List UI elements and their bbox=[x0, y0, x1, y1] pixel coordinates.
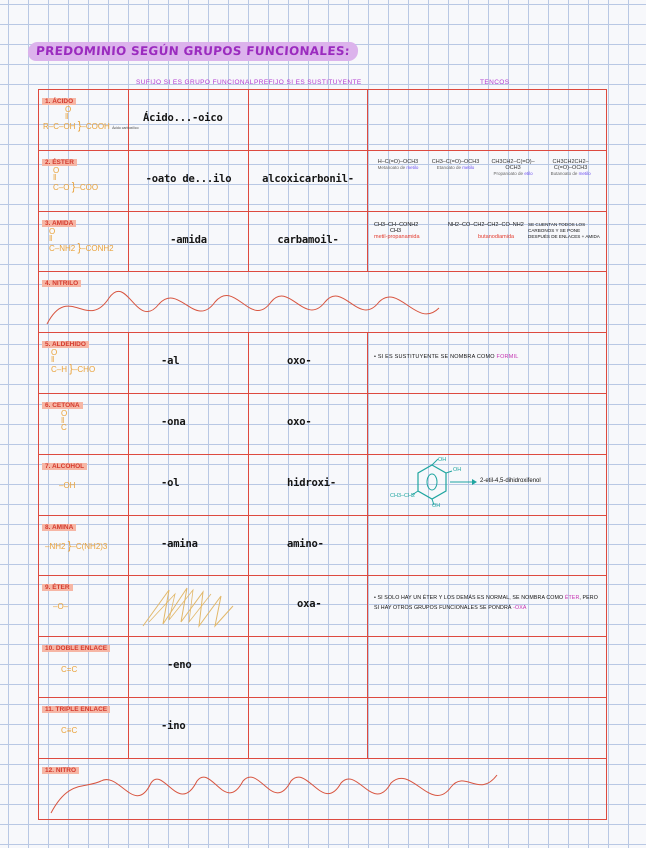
sufijo-cell bbox=[129, 211, 249, 272]
example-cell bbox=[368, 333, 607, 394]
oh-label: OH bbox=[453, 466, 462, 473]
table-row bbox=[39, 211, 607, 272]
sufijo-text: -ol bbox=[161, 476, 180, 489]
sufijo-cell bbox=[129, 150, 249, 211]
group-name: 12. NITRO bbox=[42, 767, 79, 774]
molecule-example: H–C(=O)–OCH3 Metanoato de metilo bbox=[377, 158, 419, 170]
example-cell bbox=[368, 637, 607, 698]
table-row bbox=[39, 393, 607, 454]
sufijo-text: -al bbox=[161, 355, 180, 368]
scribble-mark bbox=[129, 576, 249, 636]
sufijo-cell bbox=[129, 637, 249, 698]
crossed-out-row bbox=[39, 758, 607, 819]
phenol-structure bbox=[368, 455, 607, 515]
group-cell bbox=[39, 333, 129, 394]
group-name: 6. CETONA bbox=[42, 402, 83, 409]
prefijo-text: oxa- bbox=[297, 598, 322, 611]
column-header-prefijo: PREFIJO SI ES SUSTITUYENTE bbox=[254, 79, 362, 86]
table-row bbox=[39, 150, 607, 211]
table-row bbox=[39, 454, 607, 515]
group-cell bbox=[39, 150, 129, 211]
table-row bbox=[39, 637, 607, 698]
amida-example-1: CH3–CH–CONH2 CH3 metil-propanamida bbox=[374, 221, 420, 240]
prefijo-cell bbox=[249, 211, 368, 272]
table-row bbox=[39, 697, 607, 758]
crossed-out-row bbox=[39, 272, 607, 333]
prefijo-text: alcoxicarbonil- bbox=[262, 172, 354, 185]
group-cell bbox=[39, 393, 129, 454]
group-formula: –NH2 }–C(NH2)3 bbox=[45, 539, 108, 552]
group-formula: –O– bbox=[53, 602, 69, 612]
sufijo-cell bbox=[129, 90, 249, 151]
prefijo-text: amino- bbox=[287, 537, 324, 550]
sufijo-text: -oato de...ilo bbox=[145, 172, 232, 185]
group-name: 8. AMINA bbox=[42, 524, 76, 531]
group-cell bbox=[39, 637, 129, 698]
amida-example-2: NH2–CO–CH2–CH2–CO–NH2 butanodiamida bbox=[448, 221, 524, 240]
table-row bbox=[39, 90, 607, 151]
scribble-line bbox=[39, 272, 459, 332]
group-formula: O ‖ C–NH2 }–CONH2 bbox=[49, 226, 114, 254]
sufijo-cell bbox=[129, 333, 249, 394]
scribble-line bbox=[39, 759, 509, 819]
prefijo-cell bbox=[249, 393, 368, 454]
sufijo-text: -ino bbox=[161, 719, 186, 732]
group-name: 9. ÉTER bbox=[42, 584, 73, 591]
sufijo-cell bbox=[129, 393, 249, 454]
example-cell bbox=[368, 211, 607, 272]
sufijo-text: -eno bbox=[167, 659, 192, 672]
group-formula: –OH bbox=[59, 480, 76, 490]
column-header-ejemplos: TENCOS bbox=[480, 79, 510, 86]
group-cell bbox=[39, 576, 129, 637]
table-row bbox=[39, 758, 607, 819]
group-cell bbox=[39, 697, 129, 758]
group-name: 2. ÉSTER bbox=[42, 159, 77, 166]
prefijo-cell bbox=[249, 90, 368, 151]
column-header-sufijo: SUFIJO SI ES GRUPO FUNCIONAL bbox=[136, 79, 254, 86]
prefijo-text: oxo- bbox=[287, 355, 312, 368]
group-cell bbox=[39, 211, 129, 272]
group-name: 3. AMIDA bbox=[42, 220, 76, 227]
example-cell bbox=[368, 576, 607, 637]
prefijo-cell bbox=[249, 150, 368, 211]
sufijo-cell bbox=[129, 576, 249, 637]
group-name: 4. NITRILO bbox=[42, 280, 81, 287]
prefijo-cell bbox=[249, 576, 368, 637]
prefijo-cell bbox=[249, 697, 368, 758]
group-cell bbox=[39, 515, 129, 576]
prefijo-cell bbox=[249, 333, 368, 394]
amida-note: SE CUENTAN TODOS LOS CARBONOS Y SE PONE DESPUÉS DE ENLACES + AMIDA bbox=[528, 221, 600, 239]
sufijo-text: Ácido...-oico bbox=[143, 112, 223, 124]
molecule-example: CH3CH2–C(=O)–OCH3 Propanoato de etilo bbox=[491, 158, 535, 176]
functional-groups-table bbox=[38, 89, 607, 820]
compound-name: 2-etil-4,5-dihidroxifenol bbox=[480, 477, 541, 484]
prefijo-text: hidroxi- bbox=[287, 476, 336, 489]
table-row bbox=[39, 576, 607, 637]
group-name: 10. DOBLE ENLACE bbox=[42, 645, 110, 652]
oh-label: OH bbox=[432, 502, 441, 509]
group-formula: C≡C bbox=[61, 725, 78, 735]
group-formula: C=C bbox=[61, 665, 78, 675]
ester-examples bbox=[372, 159, 601, 176]
prefijo-cell bbox=[249, 454, 368, 515]
prefijo-text: oxo- bbox=[287, 415, 312, 428]
table-row bbox=[39, 272, 607, 333]
prefijo-cell bbox=[249, 637, 368, 698]
group-cell bbox=[39, 90, 139, 151]
molecule-example: CH3–C(=O)–OCH3 Etanoato de metilo bbox=[431, 158, 480, 170]
group-formula: O ‖ C–H }–CHO bbox=[51, 348, 96, 376]
sufijo-cell bbox=[129, 697, 249, 758]
example-cell bbox=[368, 150, 607, 211]
ethyl-label: CH3–CH2 bbox=[390, 492, 416, 499]
group-name: 1. ÁCIDO bbox=[42, 98, 76, 105]
prefijo-cell bbox=[249, 515, 368, 576]
aldehido-note: • SI ES SUSTITUYENTE SE NOMBRA COMO FORMIL bbox=[374, 354, 519, 361]
prefijo-text: carbamoil- bbox=[277, 233, 339, 246]
table-row bbox=[39, 515, 607, 576]
group-formula: O ‖ R–C–OH }–COOH Ácido carboxílico bbox=[43, 105, 139, 132]
example-cell bbox=[368, 454, 607, 515]
table-row bbox=[39, 333, 607, 394]
group-formula: O ‖ C–O }–COO bbox=[53, 165, 99, 193]
group-name: 11. TRIPLE ENLACE bbox=[42, 706, 110, 713]
oh-label: OH bbox=[438, 456, 447, 463]
group-name: 7. ALCOHOL bbox=[42, 463, 87, 470]
sufijo-text: -amina bbox=[161, 537, 198, 550]
group-cell bbox=[39, 454, 129, 515]
molecule-example: CH3CH2CH2–C(=O)–OCH3 Butanoato de metilo bbox=[550, 158, 591, 176]
example-cell bbox=[368, 90, 607, 151]
group-formula: O ‖ C bbox=[61, 408, 68, 432]
group-name: 5. ALDEHIDO bbox=[42, 341, 89, 348]
page-title: PREDOMINIO SEGÚN GRUPOS FUNCIONALES: bbox=[27, 42, 358, 61]
example-cell bbox=[368, 697, 607, 758]
example-cell bbox=[368, 393, 607, 454]
eter-note: • SI SOLO HAY UN ÉTER Y LOS DEMÁS ES NORMAL, SE NOMBRA COMO ÉTER, PERO SI HAY OTROS GRUPOS FUNCIONALES SE PONDRÁ -OXA bbox=[374, 595, 598, 612]
sufijo-cell bbox=[129, 454, 249, 515]
sufijo-text: -amida bbox=[170, 233, 207, 246]
example-cell bbox=[368, 515, 607, 576]
sufijo-cell bbox=[129, 515, 249, 576]
sufijo-text: -ona bbox=[161, 415, 186, 428]
